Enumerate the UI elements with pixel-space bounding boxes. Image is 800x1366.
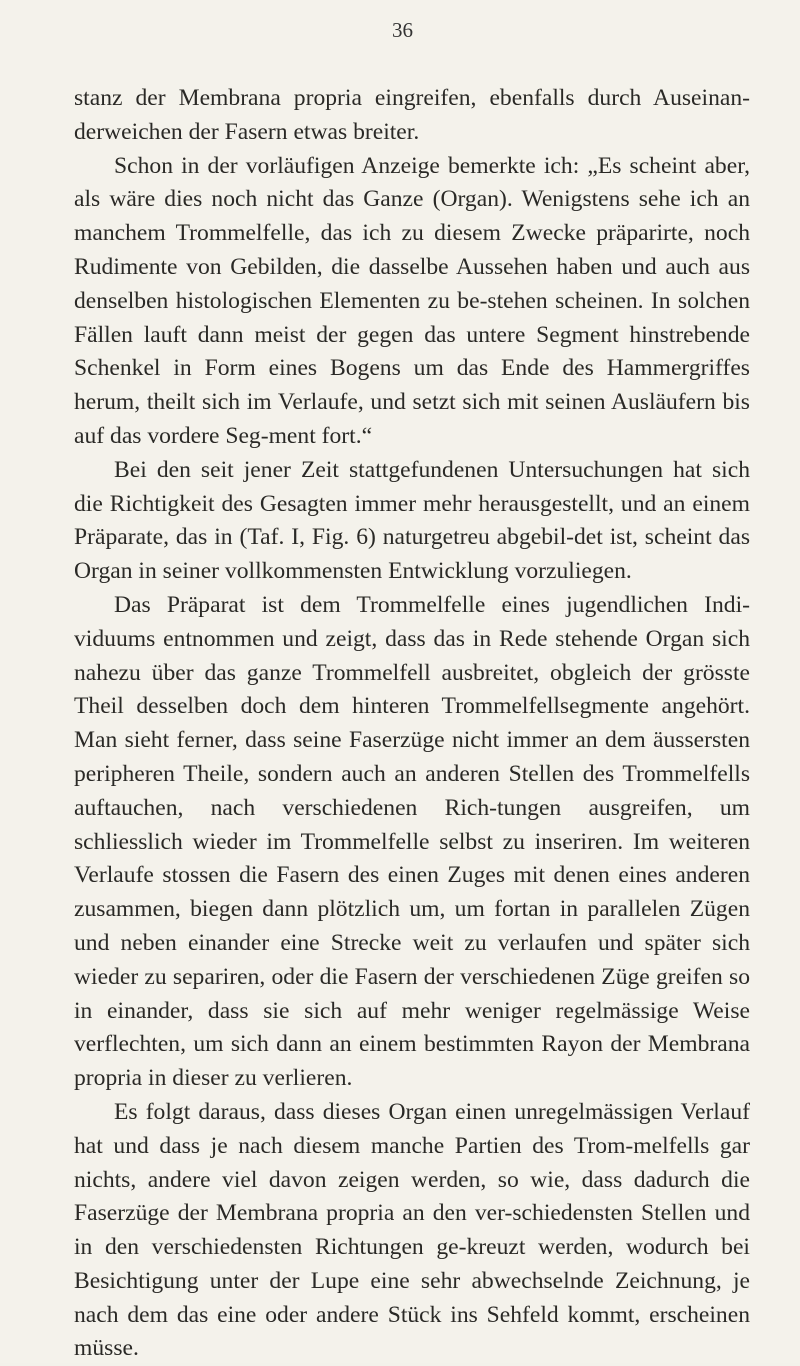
page-number: 36 (392, 18, 413, 42)
paragraph: Schon in der vorläufigen Anzeige bemerkte ich: „Es scheint aber, als wäre dies noch nicht das Ganze (Organ). Wenigstens sehe ich an manchem Trommelfelle, das ich zu diesem Zwecke präparirte, noch Rudimente von Gebilden, die dasselbe Aussehen haben und auch aus denselben histologischen Elementen zu be-stehen scheinen. In solchen Fällen lauft dann meist der gegen das untere Segment hinstrebende Schenkel in Form eines Bogens um das Ende des Hammergriffes herum, theilt sich im Verlaufe, und setzt sich mit seinen Ausläufern bis auf das vordere Seg-ment fort.“ (74, 152, 750, 449)
paragraph: stanz der Membrana propria eingreifen, ebenfalls durch Auseinan-derweichen der Fasern etwas breiter. (74, 85, 750, 145)
paragraph: Es folgt daraus, dass dieses Organ einen unregelmässigen Verlauf hat und dass je nach diesem manche Partien des Trom-melfells gar nichts, andere viel davon zeigen werden, so wie, dass dadurch die Faserzüge der Membrana propria an den ver-schiedensten Stellen und in den verschiedensten Richtungen ge-kreuzt werden, wodurch bei Besichtigung unter der Lupe eine sehr abwechselnde Zeichnung, je nach dem das eine oder andere Stück ins Sehfeld kommt, erscheinen müsse. (74, 1098, 750, 1362)
paragraph: Bei den seit jener Zeit stattgefundenen Untersuchungen hat sich die Richtigkeit des Gesagten immer mehr herausgestellt, und an einem Präparate, das in (Taf. I, Fig. 6) naturgetreu abgebil-det ist, scheint das Organ in seiner vollkommensten Entwicklung vorzuliegen. (74, 456, 750, 585)
paragraph: Das Präparat ist dem Trommelfelle eines jugendlichen Indi-viduums entnommen und zeigt, dass das in Rede stehende Organ sich nahezu über das ganze Trommelfell ausbreitet, obgleich der grösste Theil desselben doch dem hinteren Trommelfellsegmente angehört. Man sieht ferner, dass seine Faserzüge nicht immer an dem äussersten peripheren Theile, sondern auch an anderen Stellen des Trommelfells auftauchen, nach verschiedenen Rich-tungen ausgreifen, um schliesslich wieder im Trommelfelle selbst zu inseriren. Im weiteren Verlaufe stossen die Fasern des einen Zuges mit denen eines anderen zusammen, biegen dann plötzlich um, um fortan in parallelen Zügen und neben einander eine Strecke weit zu verlaufen und später sich wieder zu separiren, oder die Fasern der verschiedenen Züge greifen so in einander, dass sie sich auf mehr weniger regelmässige Weise verflechten, um sich dann an einem bestimmten Rayon der Membrana propria in dieser zu verlieren. (74, 591, 750, 1092)
body-text (74, 82, 750, 1366)
